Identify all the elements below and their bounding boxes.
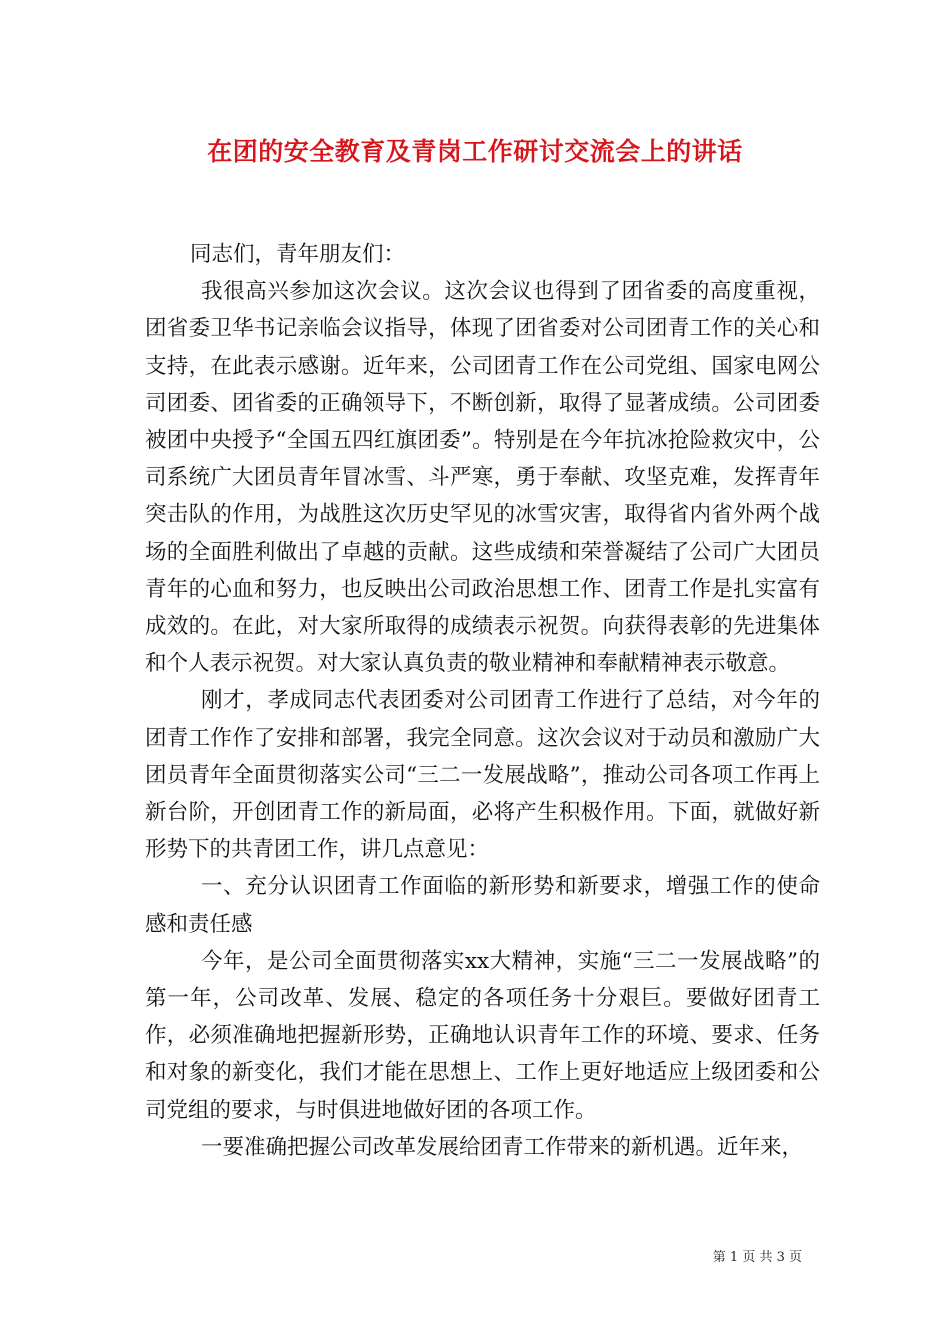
section-heading-one: 一、充分认识团青工作面临的新形势和新要求，增强工作的使命感和责任感 [145,874,820,937]
salutation: 同志们，青年朋友们： [190,242,406,267]
document-body [145,236,820,1166]
page-title: 在团的安全教育及青岗工作研讨交流会上的讲话 [207,137,743,166]
paragraph-opening: 我很高兴参加这次会议。这次会议也得到了团省委的高度重视，团省委卫华书记亲临会议指导，体现了团省委对公司团青工作的关心和支持，在此表示感谢。近年来，公司团青工作在公司党组、国家电网公司团委、团省委的正确领导下，不断创新，取得了显著成绩。公司团委被团中央授予“全国五四红旗团委”。特别是在今年抗冰抢险救灾中，公司系统广大团员青年冒冰雪、斗严寒，勇于奉献、攻坚克难，发挥青年突击队的作用，为战胜这次历史罕见的冰雪灾害，取得省内省外两个战场的全面胜利做出了卓越的贡献。这些成绩和荣誉凝结了公司广大团员青年的心血和努力，也反映出公司政治思想工作、团青工作是扎实富有成效的。在此，对大家所取得的成绩表示祝贺。向获得表彰的先进集体和个人表示祝贺。对大家认真负责的敬业精神和奉献精神表示敬意。 [145,279,820,677]
page-number-footer: 第 1 页 共 3 页 [712,1250,802,1265]
paragraph-opportunity: 一要准确把握公司改革发展给团青工作带来的新机遇。近年来， [201,1134,804,1160]
paragraph-this-year: 今年，是公司全面贯彻落实xx大精神，实施“三二一发展战略”的第一年，公司改革、发展、稳定的各项任务十分艰巨。要做好团青工作，必须准确地把握新形势，正确地认识青年工作的环境、要求、任务和对象的新变化，我们才能在思想上、工作上更好地适应上级团委和公司党组的要求，与时俱进地做好团的各项工作。 [145,948,820,1123]
paragraph-summary: 刚才，孝成同志代表团委对公司团青工作进行了总结，对今年的团青工作作了安排和部署，我完全同意。这次会议对于动员和激励广大团员青年全面贯彻落实公司“三二一发展战略”，推动公司各项工作再上新台阶，开创团青工作的新局面，必将产生积极作用。下面，就做好新形势下的共青团工作，讲几点意见： [145,688,820,863]
